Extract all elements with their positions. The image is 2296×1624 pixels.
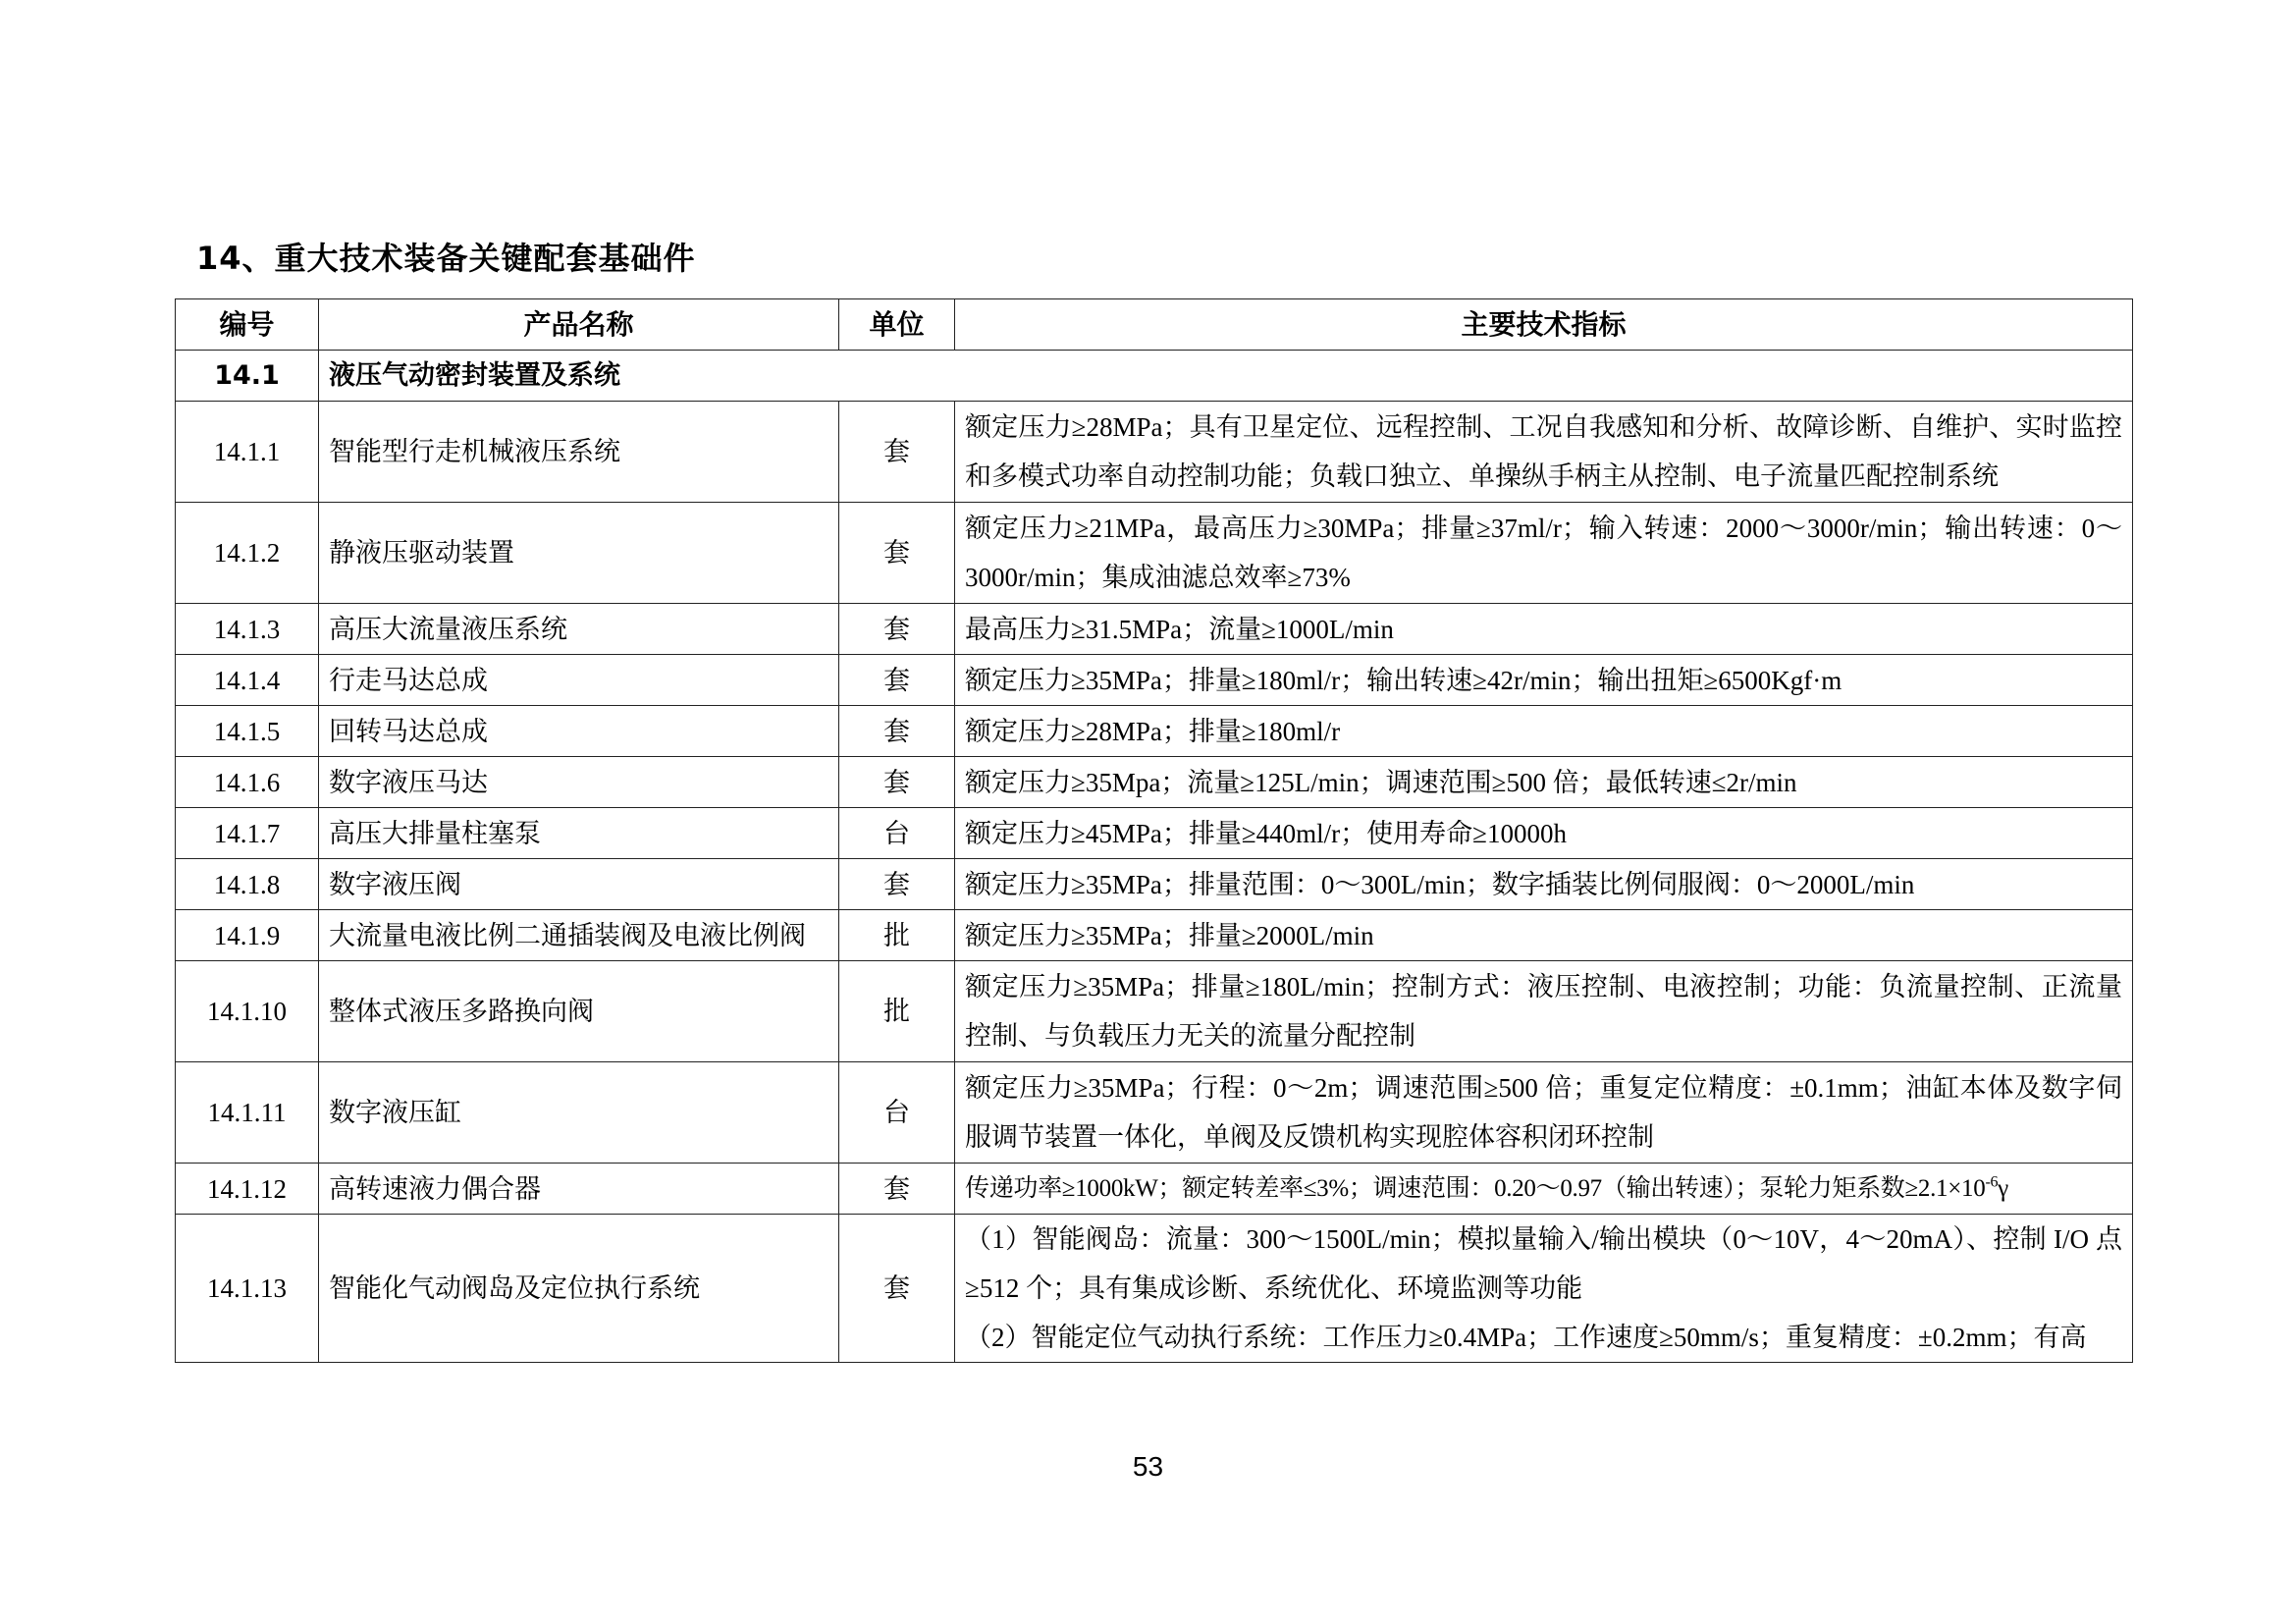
row-spec: 额定压力≥35MPa；行程：0～2m；调速范围≥500 倍；重复定位精度：±0.1mm；油缸本体及数字伺服调节装置一体化，单阀及反馈机构实现腔体容积闭环控制 <box>955 1062 2133 1164</box>
row-no: 14.1.5 <box>176 706 319 757</box>
header-no: 编号 <box>176 299 319 351</box>
row-name: 高压大排量柱塞泵 <box>319 808 839 859</box>
section-no: 14.1 <box>176 351 319 402</box>
header-name: 产品名称 <box>319 299 839 351</box>
row-name: 大流量电液比例二通插装阀及电液比例阀 <box>319 910 839 961</box>
row-name: 整体式液压多路换向阀 <box>319 961 839 1062</box>
row-unit: 批 <box>839 910 955 961</box>
row-unit: 套 <box>839 757 955 808</box>
row-no: 14.1.8 <box>176 859 319 910</box>
section-heading: 14、重大技术装备关键配套基础件 <box>196 240 696 277</box>
row-name: 回转马达总成 <box>319 706 839 757</box>
row-name: 数字液压阀 <box>319 859 839 910</box>
table-row <box>176 402 2133 503</box>
row-no: 14.1.9 <box>176 910 319 961</box>
row-no: 14.1.2 <box>176 503 319 604</box>
row-spec: 额定压力≥35MPa；排量≥2000L/min <box>955 910 2133 961</box>
row-unit: 套 <box>839 859 955 910</box>
row-unit: 套 <box>839 706 955 757</box>
section-row <box>176 351 2133 402</box>
table-row <box>176 859 2133 910</box>
row-spec: 额定压力≥35MPa；排量范围：0～300L/min；数字插装比例伺服阀：0～2000L/min <box>955 859 2133 910</box>
row-unit: 台 <box>839 808 955 859</box>
row-unit: 套 <box>839 1164 955 1215</box>
row-name: 高转速液力偶合器 <box>319 1164 839 1215</box>
row-unit: 台 <box>839 1062 955 1164</box>
table-row <box>176 1062 2133 1164</box>
row-name: 数字液压马达 <box>319 757 839 808</box>
table-row <box>176 655 2133 706</box>
row-spec: 额定压力≥35MPa；排量≥180ml/r；输出转速≥42r/min；输出扭矩≥6500Kgf·m <box>955 655 2133 706</box>
row-spec: 额定压力≥35Mpa；流量≥125L/min；调速范围≥500 倍；最低转速≤2r/min <box>955 757 2133 808</box>
row-name: 行走马达总成 <box>319 655 839 706</box>
row-spec: 最高压力≥31.5MPa；流量≥1000L/min <box>955 604 2133 655</box>
spec-tail: γ <box>1998 1174 2008 1202</box>
spec-exponent: -6 <box>1985 1173 1999 1191</box>
table-row <box>176 706 2133 757</box>
table-row <box>176 1164 2133 1215</box>
row-name: 高压大流量液压系统 <box>319 604 839 655</box>
row-unit: 套 <box>839 655 955 706</box>
row-spec <box>955 1164 2133 1215</box>
row-no: 14.1.7 <box>176 808 319 859</box>
header-spec: 主要技术指标 <box>955 299 2133 351</box>
row-no: 14.1.3 <box>176 604 319 655</box>
row-spec: 额定压力≥28MPa；排量≥180ml/r <box>955 706 2133 757</box>
row-no: 14.1.13 <box>176 1215 319 1363</box>
row-unit: 批 <box>839 961 955 1062</box>
table-row <box>176 503 2133 604</box>
page-number: 53 <box>1132 1451 1164 1482</box>
row-name: 数字液压缸 <box>319 1062 839 1164</box>
row-no: 14.1.11 <box>176 1062 319 1164</box>
spec-line: （1）智能阀岛：流量：300～1500L/min；模拟量输入/输出模块（0～10V，4～20mA）、控制 I/O 点≥512 个；具有集成诊断、系统优化、环境监测等功能 <box>965 1224 2122 1303</box>
spec-table <box>175 298 2133 1363</box>
section-name: 液压气动密封装置及系统 <box>319 351 2133 402</box>
row-spec: 额定压力≥21MPa，最高压力≥30MPa；排量≥37ml/r；输入转速：2000～3000r/min；输出转速：0～3000r/min；集成油滤总效率≥73% <box>955 503 2133 604</box>
header-unit: 单位 <box>839 299 955 351</box>
row-name: 静液压驱动装置 <box>319 503 839 604</box>
table-row <box>176 808 2133 859</box>
row-spec <box>955 1215 2133 1363</box>
row-no: 14.1.12 <box>176 1164 319 1215</box>
row-unit: 套 <box>839 1215 955 1363</box>
row-spec: 额定压力≥35MPa；排量≥180L/min；控制方式：液压控制、电液控制；功能：负流量控制、正流量控制、与负载压力无关的流量分配控制 <box>955 961 2133 1062</box>
table-header-row <box>176 299 2133 351</box>
row-name: 智能化气动阀岛及定位执行系统 <box>319 1215 839 1363</box>
spec-main: 传递功率≥1000kW；额定转差率≤3%；调速范围：0.20～0.97（输出转速）；泵轮力矩系数≥2.1×10 <box>965 1174 1986 1202</box>
spec-line: （2）智能定位气动执行系统：工作压力≥0.4MPa；工作速度≥50mm/s；重复精度：±0.2mm；有高 <box>965 1323 2087 1352</box>
table-row <box>176 604 2133 655</box>
table-row <box>176 1215 2133 1363</box>
table-row <box>176 961 2133 1062</box>
row-spec: 额定压力≥28MPa；具有卫星定位、远程控制、工况自我感知和分析、故障诊断、自维护、实时监控和多模式功率自动控制功能；负载口独立、单操纵手柄主从控制、电子流量匹配控制系统 <box>955 402 2133 503</box>
row-no: 14.1.4 <box>176 655 319 706</box>
row-unit: 套 <box>839 503 955 604</box>
row-no: 14.1.6 <box>176 757 319 808</box>
row-spec: 额定压力≥45MPa；排量≥440ml/r；使用寿命≥10000h <box>955 808 2133 859</box>
table-row <box>176 910 2133 961</box>
row-no: 14.1.1 <box>176 402 319 503</box>
row-unit: 套 <box>839 604 955 655</box>
row-name: 智能型行走机械液压系统 <box>319 402 839 503</box>
row-no: 14.1.10 <box>176 961 319 1062</box>
row-unit: 套 <box>839 402 955 503</box>
table-row <box>176 757 2133 808</box>
